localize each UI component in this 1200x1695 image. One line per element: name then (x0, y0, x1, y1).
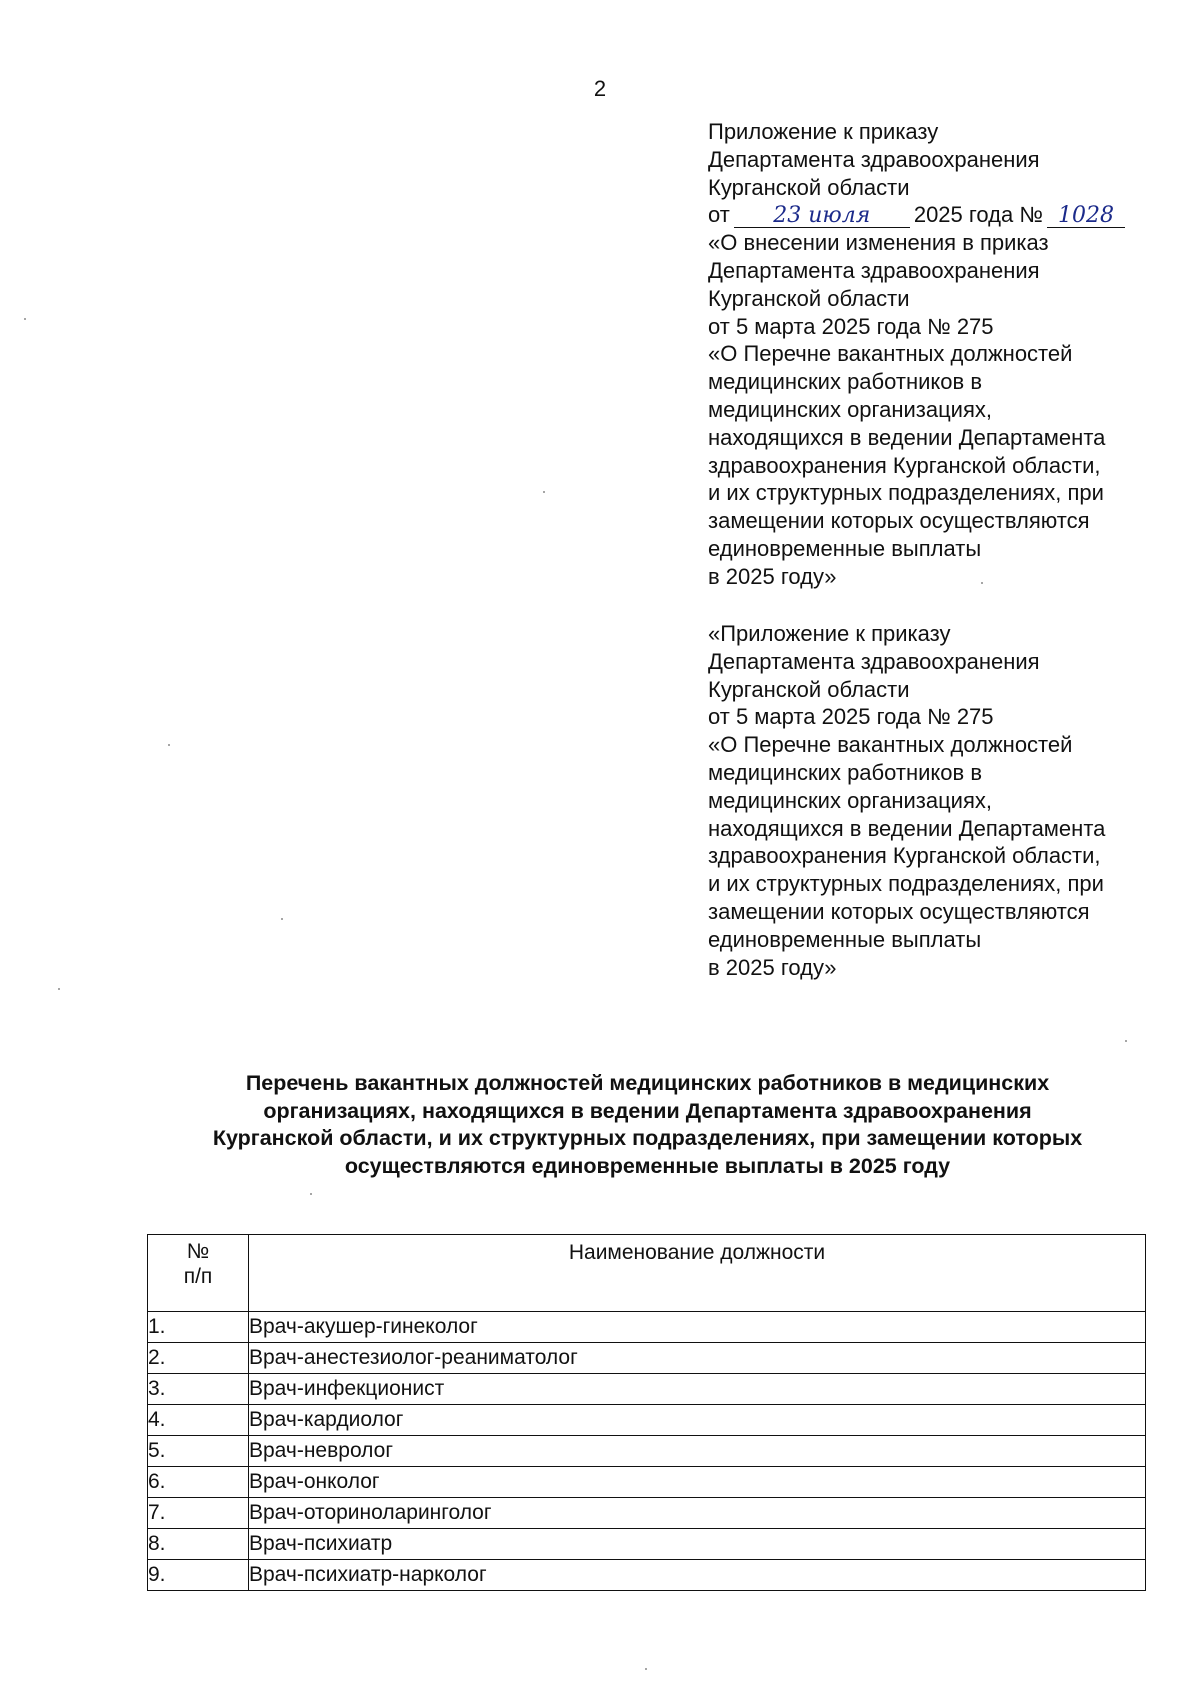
row-number: 2. (148, 1343, 249, 1374)
scan-speck (1125, 1040, 1127, 1042)
appendix-line: медицинских работников в (708, 369, 983, 395)
table-row (148, 1405, 1146, 1436)
row-position-name: Врач-невролог (249, 1436, 1146, 1467)
header-number-cell (148, 1235, 249, 1312)
row-position-name: Врач-психиатр (249, 1529, 1146, 1560)
appendix-line: замещении которых осуществляются (708, 898, 1090, 924)
table-row (148, 1529, 1146, 1560)
table-row (148, 1560, 1146, 1591)
scan-speck (168, 744, 170, 746)
row-position-name: Врач-акушер-гинеколог (249, 1312, 1146, 1343)
table-row (148, 1374, 1146, 1405)
row-position-name: Врач-кардиолог (249, 1405, 1146, 1436)
list-title (140, 1070, 1155, 1180)
row-number: 4. (148, 1405, 249, 1436)
row-position-name: Врач-анестезиолог-реаниматолог (249, 1343, 1146, 1374)
list-title-line: осуществляются единовременные выплаты в 2025 году (344, 1153, 951, 1178)
date-prefix: от (708, 202, 730, 228)
appendix-line: Департамента здравоохранения (708, 257, 1040, 283)
scan-speck (58, 988, 60, 990)
appendix-line: «О внесении изменения в приказ (708, 230, 1049, 256)
appendix-line: медицинских работников в (708, 759, 983, 785)
list-title-line: Курганской области, и их структурных подразделениях, при замещении которых (212, 1126, 1083, 1150)
appendix-line: в 2025 году» (708, 954, 837, 980)
row-number: 8. (148, 1529, 249, 1560)
handwritten-date: 23 июля (734, 205, 910, 228)
page-number: 2 (593, 76, 607, 101)
row-position-name: Врач-онколог (249, 1467, 1146, 1498)
appendix-line: и их структурных подразделениях, при (708, 871, 1104, 897)
appendix-line: Курганской области (708, 174, 910, 200)
scan-speck (981, 582, 983, 584)
appendix-line: Департамента здравоохранения (708, 648, 1040, 674)
row-number: 6. (148, 1467, 249, 1498)
handwritten-order-number: 1028 (1047, 205, 1125, 228)
date-year: 2025 года № (913, 202, 1043, 228)
row-number: 7. (148, 1498, 249, 1529)
appendix-line: находящихся в ведении Департамента (708, 424, 1106, 450)
appendix-line: здравоохранения Курганской области, (708, 843, 1101, 869)
appendix-line: «Приложение к приказу (708, 621, 951, 646)
table-row (148, 1343, 1146, 1374)
appendix-line: «О Перечне вакантных должностей (708, 732, 1073, 758)
appendix-line: находящихся в ведении Департамента (708, 815, 1106, 841)
appendix-header (708, 118, 1178, 591)
row-position-name: Врач-психиатр-нарколог (249, 1560, 1146, 1591)
appendix-line: Приложение к приказу (708, 119, 939, 144)
appendix-line: медицинских организациях, (708, 396, 992, 422)
appendix-line: медицинских организациях, (708, 787, 992, 813)
scan-speck (645, 1668, 647, 1670)
header-number-symbol: № (186, 1240, 210, 1263)
list-title-line: организациях, находящихся в ведении Департамента здравоохранения (263, 1098, 1032, 1123)
row-number: 3. (148, 1374, 249, 1405)
order-date-line (708, 201, 1178, 229)
header-position-name: Наименование должности (249, 1235, 1146, 1312)
appendix-line: Курганской области (708, 285, 910, 311)
scan-speck (310, 1193, 312, 1195)
appendix-line: единовременные выплаты (708, 926, 982, 952)
table-row (148, 1312, 1146, 1343)
appendix-line: от 5 марта 2025 года № 275 (708, 704, 994, 730)
appendix-line: Курганской области (708, 676, 910, 702)
row-number: 9. (148, 1560, 249, 1591)
appendix-line: от 5 марта 2025 года № 275 (708, 313, 994, 339)
appendix-line: и их структурных подразделениях, при (708, 480, 1104, 506)
table-header-row (148, 1235, 1146, 1312)
appendix-line: единовременные выплаты (708, 535, 982, 561)
positions-table (147, 1234, 1146, 1591)
scan-speck (24, 318, 26, 320)
quoted-appendix-header (708, 620, 1178, 981)
row-number: 5. (148, 1436, 249, 1467)
appendix-line: «О Перечне вакантных должностей (708, 341, 1073, 367)
row-position-name: Врач-инфекционист (249, 1374, 1146, 1405)
table-row (148, 1467, 1146, 1498)
table-row (148, 1498, 1146, 1529)
scan-speck (543, 491, 545, 493)
header-number-label: п/п (183, 1265, 213, 1288)
appendix-line: Департамента здравоохранения (708, 146, 1040, 172)
table-row (148, 1436, 1146, 1467)
scan-speck (281, 918, 283, 920)
appendix-line: здравоохранения Курганской области, (708, 452, 1101, 478)
row-position-name: Врач-оториноларинголог (249, 1498, 1146, 1529)
row-number: 1. (148, 1312, 249, 1343)
list-title-line: Перечень вакантных должностей медицинских работников в медицинских (245, 1071, 1050, 1095)
appendix-line: замещении которых осуществляются (708, 508, 1090, 534)
appendix-line: в 2025 году» (708, 563, 837, 589)
